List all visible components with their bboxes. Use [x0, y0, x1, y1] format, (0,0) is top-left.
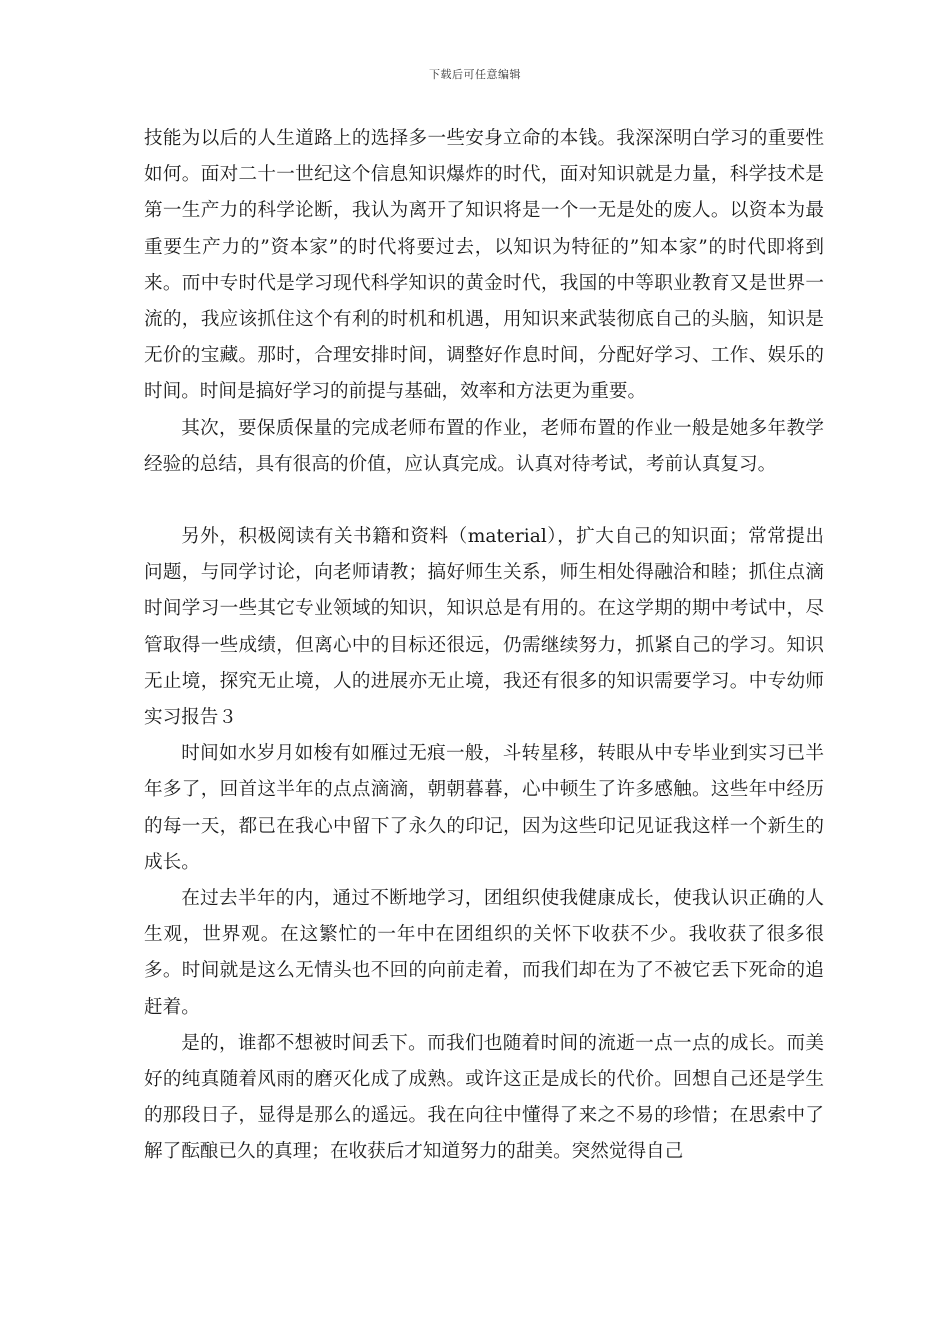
paragraph-3: 另外，积极阅读有关书籍和资料（material），扩大自己的知识面；常常提出问题，与同学讨论，向老师请教；搞好师生关系，师生相处得融洽和睦；抓住点滴时间学习一些其它专业领域的知识，知识总是有用的。在这学期的期中考试中，尽管取得一些成绩，但离心中的目标还很远，仍需继续努力，抓紧自己的学习。知识无止境，探究无止境，人的进展亦无止境，我还有很多的知识需要学习。中专幼师实习报告３ — [144, 526, 824, 729]
paragraph-2: 其次，要保质保量的完成老师布置的作业，老师布置的作业一般是她多年教学经验的总结，具有很高的价值，应认真完成。认真对待考试，考前认真复习。 — [144, 417, 824, 475]
document-body — [144, 121, 824, 1171]
paragraph-5: 在过去半年的内，通过不断地学习，团组织使我健康成长，使我认识正确的人生观，世界观。在这繁忙的一年中在团组织的关怀下收获不少。我收获了很多很多。时间就是这么无情头也不回的向前走着，而我们却在为了不被它丢下死命的追赶着。 — [144, 888, 824, 1018]
paragraph-1: 技能为以后的人生道路上的选择多一些安身立命的本钱。我深深明白学习的重要性如何。面对二十一世纪这个信息知识爆炸的时代，面对知识就是力量，科学技术是第一生产力的科学论断，我认为离开了知识将是一个一无是处的废人。以资本为最重要生产力的”资本家”的时代将要过去，以知识为特征的”知本家”的时代即将到来。而中专时代是学习现代科学知识的黄金时代，我国的中等职业教育又是世界一流的，我应该抓住这个有利的时机和机遇，用知识来武装彻底自己的头脑，知识是无价的宝藏。那时，合理安排时间，调整好作息时间，分配好学习、工作、娱乐的时间。时间是搞好学习的前提与基础，效率和方法更为重要。 — [144, 128, 824, 403]
paragraph-6: 是的，谁都不想被时间丢下。而我们也随着时间的流逝一点一点的成长。而美好的纯真随着风雨的磨灭化成了成熟。或许这正是成长的代价。回想自己还是学生的那段日子，显得是那么的遥远。我在向往中懂得了来之不易的珍惜；在思索中了解了酝酿已久的真理；在收获后才知道努力的甜美。突然觉得自己 — [144, 1032, 824, 1163]
paragraph-4: 时间如水岁月如梭有如雁过无痕一般，斗转星移，转眼从中专毕业到实习已半年多了，回首这半年的点点滴滴，朝朝暮暮，心中顿生了许多感触。这些年中经历的每一天，都已在我心中留下了永久的印记，因为这些印记见证我这样一个新生的成长。 — [144, 743, 824, 873]
header-note: 下载后可任意编辑 — [429, 68, 521, 81]
